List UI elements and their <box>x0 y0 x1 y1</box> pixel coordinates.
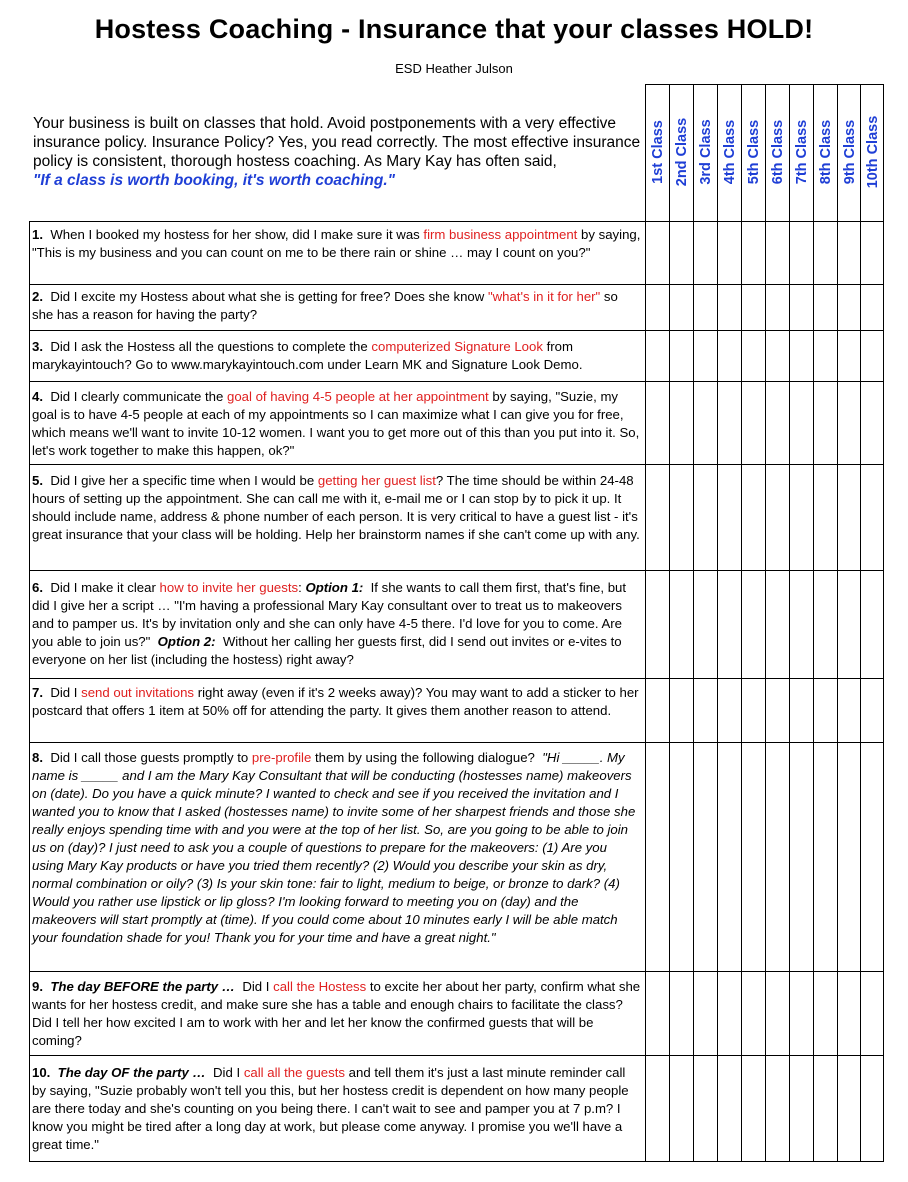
column-header: 2nd Class <box>673 117 690 187</box>
grid-hline <box>29 742 884 743</box>
page-title: Hostess Coaching - Insurance that your classes HOLD! <box>94 14 814 44</box>
column-header: 1st Class <box>649 120 666 184</box>
grid-hline <box>29 221 884 222</box>
grid-vline <box>789 84 790 1162</box>
grid-hline <box>29 381 884 382</box>
grid-vline <box>645 84 646 1162</box>
grid-hline <box>29 464 884 465</box>
checklist-item: 9. The day BEFORE the party … Did I call the Hostess to excite her about her party, confirm what she wants for her hostess credit, and make sure she has a table and enough chairs to facilitate the class? Did I tell her how excited I am to work with her and let her know the confirmed guests that will be coming? <box>32 979 641 1048</box>
grid-vline <box>741 84 742 1162</box>
checklist-item: 1. When I booked my hostess for her show, did I make sure it was firm business appointment by saying, "This is my business and you can count on me to be there rain or shine … may I count on you?" <box>32 227 641 260</box>
grid-hline <box>646 84 884 85</box>
checklist-item: 6. Did I make it clear how to invite her guests: Option 1: If she wants to call them first, that's fine, but did I give her a script … "I'm having a professional Mary Kay consultant over to treat us to makeovers and to pamper us. It's by invitation only and she can only have 4-5 there. I'd love for you to come. Are you able to join us?" Option 2: Without her calling her guests first, did I send out invites or e-vites to everyone on her list (including the hostess) right away? <box>32 580 627 667</box>
grid-left-border <box>29 221 30 1162</box>
intro-paragraph <box>33 114 645 190</box>
column-header: 9th Class <box>841 119 858 185</box>
grid-vline <box>693 84 694 1162</box>
grid-hline <box>29 1161 884 1162</box>
author-name: ESD Heather Julson <box>395 61 513 76</box>
grid-vline <box>837 84 838 1162</box>
grid-hline <box>29 284 884 285</box>
grid-vline <box>860 84 861 1162</box>
column-header: 5th Class <box>745 119 762 185</box>
column-header: 3rd Class <box>697 119 714 185</box>
grid-vline <box>669 84 670 1162</box>
checklist-item: 8. Did I call those guests promptly to pre-profile them by using the following dialogue? "Hi _____. My name is _____ and I am the Mary Kay Consultant that will be conducting (hostesses name) makeovers on (date). Do you have a quick minute? I wanted to check and see if you received the invitation and I wanted you to know that I asked (hostesses name) to invite some of her sharpest friends and those she really enjoys spending time with and you were at the top of her list. So, are you going to be able to join us on (day)? I just need to ask you a couple of questions to prepare for the makeovers: (1) Are you using Mary Kay products or have you tried them recently? (2) Would you describe your skin as dry, normal combination or oily? (3) Is your skin tone: fair to light, medium to beige, or bronze to dark? (4) Would you rather use lipstick or lip gloss? I'm looking forward to meeting you on (day) and the makeovers will start promptly at (time). If you could come about 10 minutes early I will be able match your foundation shade for you! Thank you for your time and have a great night." <box>32 750 636 945</box>
checklist-item: 10. The day OF the party … Did I call all the guests and tell them it's just a last minute reminder call by saying, "Suzie probably won't tell you this, but her hostess credit is dependent on how many people are there today and she's counting on you being there. I can't wait to see and pamper you at 7 p.m? I know you might be tired after a long day at work, but please come anyway. I promise you we'll have a great time." <box>32 1065 629 1152</box>
checklist-item: 5. Did I give her a specific time when I would be getting her guest list? The time should be within 24-48 hours of setting up the appointment. She can call me with it, e-mail me or I can stop by to pick it up. It should include name, address & phone number of each person. It is very critical to have a guest list - it's great insurance that your class will be holding. Help her brainstorm names if she can't come up with any. <box>32 473 640 542</box>
grid-vline <box>717 84 718 1162</box>
grid-vline <box>813 84 814 1162</box>
checklist-item: 7. Did I send out invitations right away (even if it's 2 weeks away)? You may want to add a sticker to her postcard that offers 1 item at 50% off for attending the party. It gives them another reason to attend. <box>32 685 639 718</box>
grid-hline <box>29 678 884 679</box>
grid-hline <box>29 330 884 331</box>
grid-hline <box>29 570 884 571</box>
column-header: 4th Class <box>721 119 738 185</box>
column-header: 10th Class <box>864 115 881 189</box>
checklist-item: 3. Did I ask the Hostess all the questions to complete the computerized Signature Look from marykayintouch? Go to www.marykayintouch.com under Learn MK and Signature Look Demo. <box>32 339 583 372</box>
grid-vline <box>765 84 766 1162</box>
intro-text: Your business is built on classes that hold. Avoid postponements with a very effective insurance policy. Insurance Policy? Yes, you read correctly. The most effective insurance policy is consistent, thorough hostess coaching. As Mary Kay has often said, <box>33 115 641 170</box>
grid-vline <box>883 84 884 1162</box>
column-header: 7th Class <box>793 119 810 185</box>
column-header: 8th Class <box>817 119 834 185</box>
intro-quote: "If a class is worth booking, it's worth coaching." <box>33 172 396 189</box>
grid-hline <box>29 1055 884 1056</box>
checklist-item: 2. Did I excite my Hostess about what she is getting for free? Does she know "what's in it for her" so she has a reason for having the party? <box>32 289 618 322</box>
column-header: 6th Class <box>769 119 786 185</box>
checklist-item: 4. Did I clearly communicate the goal of having 4-5 people at her appointment by saying, "Suzie, my goal is to have 4-5 people at each of my appointments so I can maximize what I can give you for free, which means we'll want to invite 10-12 women. I want you to get more out of this than you put into it. So, let's work together to make this happen, ok?" <box>32 389 640 458</box>
grid-hline <box>29 971 884 972</box>
